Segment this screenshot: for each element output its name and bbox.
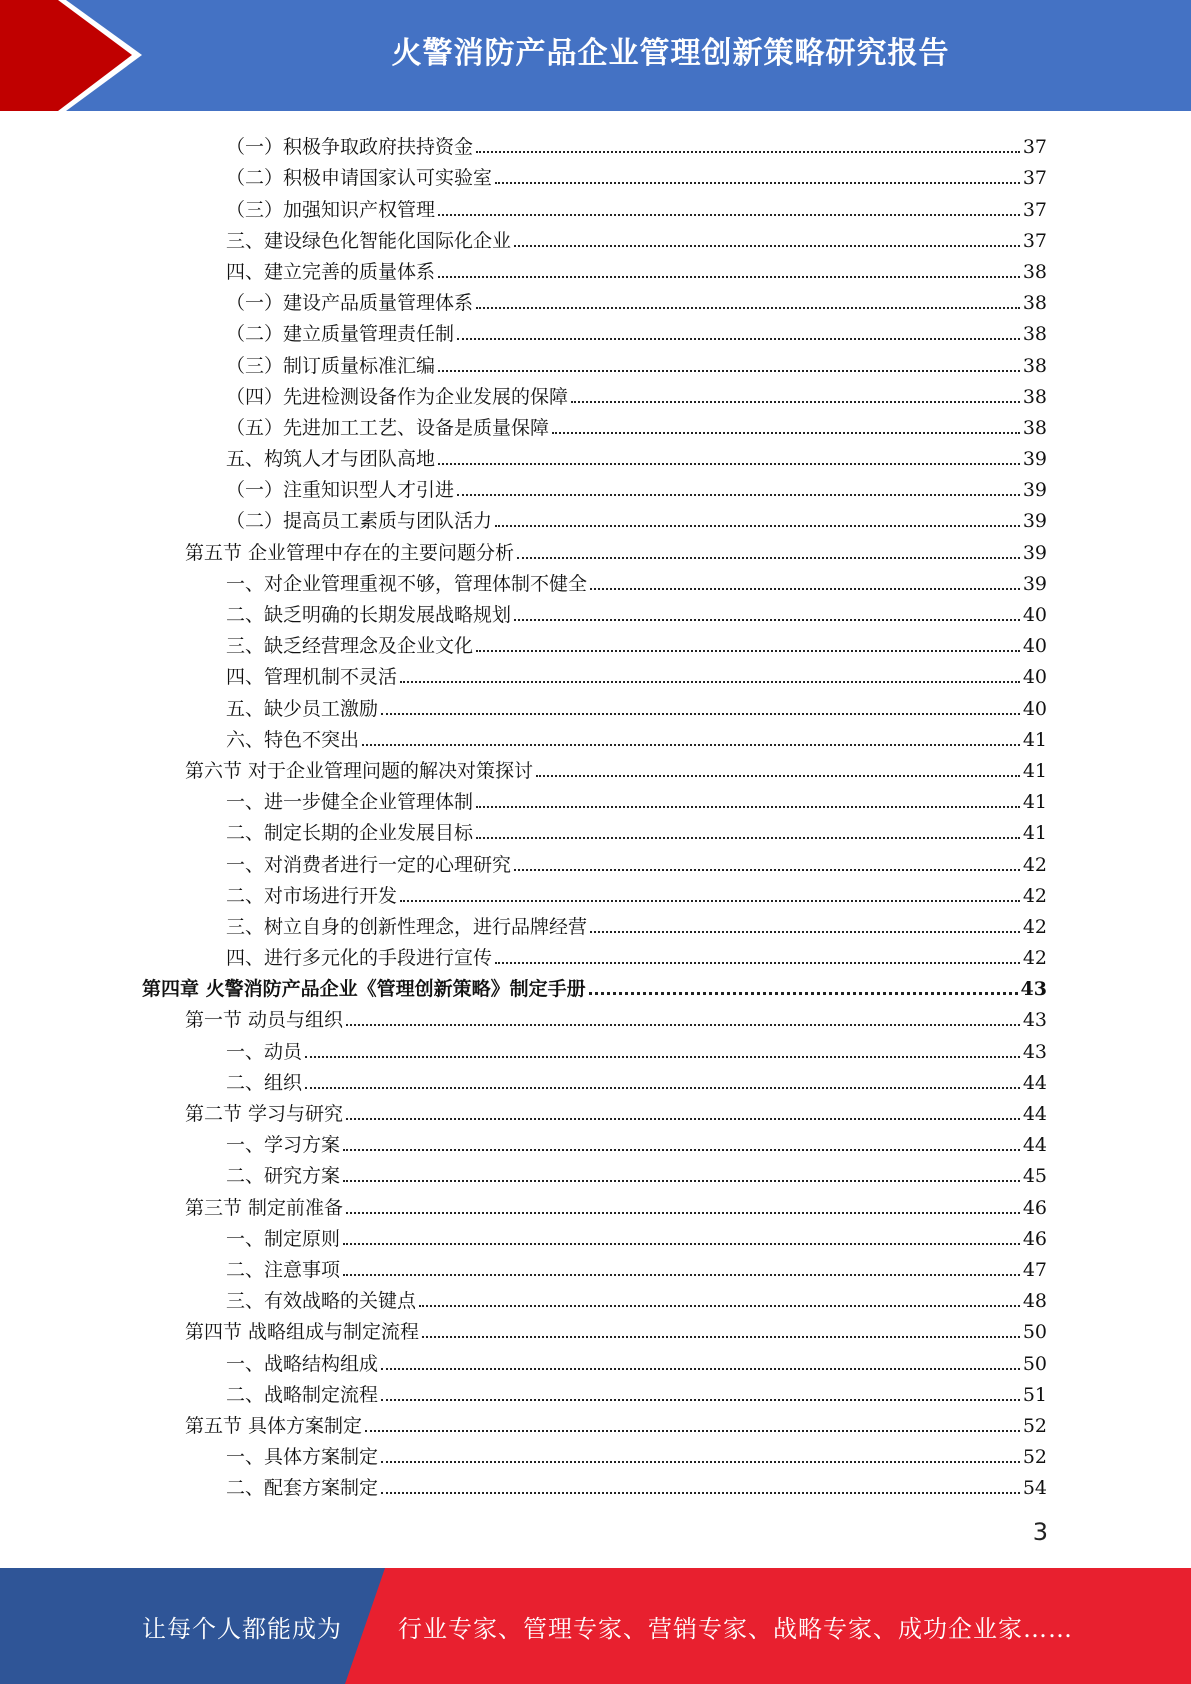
- toc-dot-leader: [362, 744, 1020, 746]
- toc-entry[interactable]: [0, 1032, 1191, 1063]
- toc-dot-leader: [305, 1087, 1020, 1089]
- toc-entry[interactable]: [0, 1344, 1191, 1375]
- toc-dot-leader: [517, 557, 1020, 559]
- toc-entry-title: （三）制订质量标准汇编: [226, 354, 436, 377]
- toc-entry-page: 45: [1022, 1165, 1047, 1188]
- toc-entry-title: 一、对企业管理重视不够，管理体制不健全: [226, 572, 588, 595]
- toc-entry-title: （一）建设产品质量管理体系: [226, 292, 474, 315]
- toc-entry-page: 42: [1022, 853, 1047, 876]
- toc-entry-page: 44: [1022, 1103, 1047, 1125]
- toc-entry-page: 38: [1022, 354, 1047, 377]
- toc-dot-leader: [476, 806, 1020, 808]
- toc-entry-title: （二）建立质量管理责任制: [226, 323, 455, 346]
- toc-entry-page: 38: [1022, 385, 1047, 408]
- toc-dot-leader: [552, 432, 1020, 434]
- toc-entry-title: （五）先进加工工艺、设备是质量保障: [226, 416, 550, 439]
- toc-entry[interactable]: [0, 1438, 1191, 1469]
- toc-entry-title: 二、注意事项: [226, 1258, 341, 1281]
- toc-entry-page: 43: [1022, 1040, 1047, 1063]
- toc-entry-page: 47: [1022, 1258, 1047, 1281]
- toc-dot-leader: [457, 494, 1020, 496]
- toc-entry-title: 第六节 对于企业管理问题的解决对策探讨: [185, 759, 534, 782]
- toc-entry[interactable]: [0, 1064, 1191, 1095]
- toc-entry[interactable]: [0, 440, 1191, 471]
- toc-entry-page: 39: [1022, 572, 1047, 595]
- toc-entry-title: 一、进一步健全企业管理体制: [226, 791, 474, 814]
- toc-dot-leader: [589, 992, 1018, 995]
- toc-entry-title: 第三节 制定前准备: [185, 1196, 344, 1219]
- toc-entry-page: 41: [1022, 822, 1047, 845]
- toc-dot-leader: [590, 931, 1020, 933]
- toc-entry-page: 41: [1022, 791, 1047, 814]
- toc-entry-title: 一、制定原则: [226, 1227, 341, 1250]
- table-of-contents: [0, 128, 1191, 1500]
- toc-dot-leader: [476, 307, 1020, 309]
- toc-entry-page: 46: [1022, 1227, 1047, 1250]
- toc-entry-page: 43: [1022, 1009, 1047, 1032]
- toc-entry-page: 41: [1022, 728, 1047, 751]
- toc-entry[interactable]: [0, 721, 1191, 752]
- toc-entry[interactable]: [0, 1220, 1191, 1251]
- toc-dot-leader: [476, 650, 1020, 652]
- toc-entry[interactable]: [0, 814, 1191, 845]
- toc-entry[interactable]: [0, 1157, 1191, 1188]
- report-title: 火警消防产品企业管理创新策略研究报告: [391, 36, 950, 71]
- toc-entry-page: 43: [1020, 978, 1047, 1001]
- toc-entry-title: 第一节 动员与组织: [185, 1009, 344, 1032]
- toc-entry-title: 二、研究方案: [226, 1165, 341, 1188]
- toc-dot-leader: [346, 1212, 1020, 1214]
- toc-entry-page: 52: [1022, 1414, 1047, 1437]
- toc-entry-page: 42: [1022, 884, 1047, 907]
- toc-dot-leader: [343, 1243, 1020, 1245]
- toc-entry[interactable]: [0, 970, 1191, 1001]
- toc-dot-leader: [381, 1461, 1020, 1463]
- toc-entry-title: 第四章 火警消防产品企业《管理创新策略》制定手册: [142, 978, 586, 1001]
- toc-entry-page: 39: [1022, 479, 1047, 502]
- toc-entry-page: 40: [1022, 666, 1047, 689]
- toc-entry[interactable]: [0, 128, 1191, 159]
- toc-entry-page: 44: [1022, 1071, 1047, 1094]
- toc-entry-page: 51: [1022, 1383, 1047, 1406]
- toc-entry[interactable]: [0, 253, 1191, 284]
- toc-entry-title: （二）积极申请国家认可实验室: [226, 167, 493, 190]
- toc-entry-page: 37: [1022, 136, 1047, 159]
- toc-entry-title: 一、对消费者进行一定的心理研究: [226, 853, 512, 876]
- toc-entry[interactable]: [0, 222, 1191, 253]
- toc-entry-page: 40: [1022, 635, 1047, 658]
- toc-entry-title: 一、学习方案: [226, 1134, 341, 1157]
- toc-entry-page: 50: [1022, 1352, 1047, 1375]
- toc-dot-leader: [476, 151, 1020, 153]
- toc-dot-leader: [400, 681, 1020, 683]
- toc-entry[interactable]: [0, 346, 1191, 377]
- toc-entry-page: 39: [1022, 541, 1047, 564]
- toc-entry-title: 四、进行多元化的手段进行宣传: [226, 947, 493, 970]
- toc-dot-leader: [400, 900, 1020, 902]
- toc-entry-title: 四、建立完善的质量体系: [226, 260, 436, 283]
- toc-dot-leader: [495, 525, 1020, 527]
- toc-entry-title: 第四节 战略组成与制定流程: [185, 1321, 420, 1344]
- toc-entry[interactable]: [0, 1407, 1191, 1438]
- toc-entry[interactable]: [0, 1313, 1191, 1344]
- toc-entry-title: （二）提高员工素质与团队活力: [226, 510, 493, 533]
- toc-dot-leader: [438, 276, 1020, 278]
- toc-entry-page: 38: [1022, 323, 1047, 346]
- toc-entry[interactable]: [0, 627, 1191, 658]
- toc-entry[interactable]: [0, 877, 1191, 908]
- toc-entry-page: 39: [1022, 448, 1047, 471]
- toc-entry-title: 二、组织: [226, 1071, 303, 1094]
- toc-entry[interactable]: [0, 689, 1191, 720]
- toc-entry-page: 38: [1022, 260, 1047, 283]
- toc-dot-leader: [343, 1274, 1020, 1276]
- toc-entry[interactable]: [0, 284, 1191, 315]
- toc-entry-page: 38: [1022, 292, 1047, 315]
- toc-entry-page: 37: [1022, 229, 1047, 252]
- toc-entry[interactable]: [0, 1251, 1191, 1282]
- toc-dot-leader: [365, 1430, 1020, 1432]
- toc-dot-leader: [343, 1180, 1020, 1182]
- toc-entry[interactable]: [0, 596, 1191, 627]
- toc-dot-leader: [381, 1492, 1020, 1494]
- toc-entry-title: 一、动员: [226, 1040, 303, 1063]
- footer-slogan-lead: 让每个人都能成为: [142, 1614, 342, 1643]
- toc-entry-title: 二、战略制定流程: [226, 1383, 379, 1406]
- toc-entry[interactable]: [0, 378, 1191, 409]
- footer-slogan-roles: 行业专家、管理专家、营销专家、战略专家、成功企业家……: [398, 1614, 1073, 1643]
- toc-dot-leader: [514, 869, 1020, 871]
- toc-entry-title: （一）积极争取政府扶持资金: [226, 136, 474, 159]
- toc-dot-leader: [343, 1149, 1020, 1151]
- toc-entry-title: （一）注重知识型人才引进: [226, 479, 455, 502]
- toc-entry-page: 37: [1022, 198, 1047, 221]
- toc-entry[interactable]: [0, 1469, 1191, 1500]
- toc-entry-title: 第五节 具体方案制定: [185, 1414, 363, 1437]
- toc-entry-title: （三）加强知识产权管理: [226, 198, 436, 221]
- toc-entry-title: 五、缺少员工激励: [226, 697, 379, 720]
- toc-dot-leader: [381, 713, 1020, 715]
- toc-dot-leader: [381, 1368, 1020, 1370]
- toc-entry-title: 一、战略结构组成: [226, 1352, 379, 1375]
- toc-entry-title: 六、特色不突出: [226, 728, 360, 751]
- toc-entry-page: 42: [1022, 915, 1047, 938]
- toc-entry-page: 39: [1022, 510, 1047, 533]
- toc-dot-leader: [495, 962, 1020, 964]
- toc-dot-leader: [419, 1305, 1020, 1307]
- toc-entry[interactable]: [0, 190, 1191, 221]
- toc-entry-title: 二、制定长期的企业发展目标: [226, 822, 474, 845]
- toc-entry-page: 40: [1022, 604, 1047, 626]
- toc-entry-title: 三、有效战略的关键点: [226, 1290, 417, 1313]
- toc-entry[interactable]: [0, 471, 1191, 502]
- toc-dot-leader: [381, 1399, 1020, 1401]
- toc-entry-title: 五、构筑人才与团队高地: [226, 448, 436, 471]
- toc-dot-leader: [457, 338, 1020, 340]
- toc-entry-page: 54: [1022, 1477, 1047, 1500]
- toc-dot-leader: [514, 245, 1020, 247]
- page-footer: [0, 1568, 1191, 1684]
- toc-entry-page: 37: [1022, 167, 1047, 190]
- toc-entry-title: 四、管理机制不灵活: [226, 666, 398, 689]
- toc-entry-page: 40: [1022, 697, 1047, 720]
- toc-entry[interactable]: [0, 908, 1191, 939]
- toc-entry[interactable]: [0, 502, 1191, 533]
- toc-entry[interactable]: [0, 409, 1191, 440]
- page-number: 3: [1032, 1518, 1048, 1546]
- toc-entry-title: 第二节 学习与研究: [185, 1103, 344, 1125]
- toc-entry-page: 52: [1022, 1446, 1047, 1469]
- toc-entry[interactable]: [0, 1095, 1191, 1126]
- toc-entry-page: 46: [1022, 1196, 1047, 1219]
- toc-entry-title: （四）先进检测设备作为企业发展的保障: [226, 385, 569, 408]
- toc-entry[interactable]: [0, 159, 1191, 190]
- toc-dot-leader: [590, 588, 1020, 590]
- toc-entry-title: 一、具体方案制定: [226, 1446, 379, 1469]
- toc-entry-title: 二、缺乏明确的长期发展战略规划: [226, 604, 512, 626]
- toc-dot-leader: [438, 463, 1020, 465]
- toc-entry-page: 44: [1022, 1134, 1047, 1157]
- toc-dot-leader: [536, 775, 1020, 777]
- toc-dot-leader: [438, 370, 1020, 372]
- toc-entry-page: 42: [1022, 947, 1047, 970]
- toc-entry-title: 第五节 企业管理中存在的主要问题分析: [185, 541, 515, 564]
- toc-entry[interactable]: [0, 1188, 1191, 1219]
- toc-entry[interactable]: [0, 1001, 1191, 1032]
- toc-entry[interactable]: [0, 1282, 1191, 1313]
- toc-entry[interactable]: [0, 565, 1191, 596]
- toc-dot-leader: [514, 619, 1020, 621]
- toc-entry[interactable]: [0, 752, 1191, 783]
- toc-dot-leader: [438, 214, 1020, 216]
- toc-entry-page: 41: [1022, 759, 1047, 782]
- toc-entry-page: 48: [1022, 1290, 1047, 1313]
- toc-entry[interactable]: [0, 783, 1191, 814]
- toc-dot-leader: [346, 1118, 1020, 1120]
- toc-entry-title: 三、建设绿色化智能化国际化企业: [226, 229, 512, 252]
- toc-entry[interactable]: [0, 533, 1191, 564]
- toc-dot-leader: [422, 1336, 1020, 1338]
- toc-entry-title: 二、对市场进行开发: [226, 884, 398, 907]
- toc-entry[interactable]: [0, 1376, 1191, 1407]
- toc-entry-title: 二、配套方案制定: [226, 1477, 379, 1500]
- toc-dot-leader: [305, 1056, 1020, 1058]
- toc-entry-page: 38: [1022, 416, 1047, 439]
- toc-entry[interactable]: [0, 845, 1191, 876]
- toc-entry[interactable]: [0, 939, 1191, 970]
- toc-entry[interactable]: [0, 1126, 1191, 1157]
- toc-dot-leader: [346, 1024, 1020, 1026]
- toc-dot-leader: [495, 182, 1020, 184]
- toc-entry-title: 三、缺乏经营理念及企业文化: [226, 635, 474, 658]
- toc-entry[interactable]: [0, 658, 1191, 689]
- toc-entry-title: 三、树立自身的创新性理念，进行品牌经营: [226, 915, 588, 938]
- toc-dot-leader: [571, 401, 1020, 403]
- toc-entry[interactable]: [0, 315, 1191, 346]
- toc-entry-page: 50: [1022, 1321, 1047, 1344]
- toc-dot-leader: [476, 837, 1020, 839]
- page-header: [0, 0, 1191, 111]
